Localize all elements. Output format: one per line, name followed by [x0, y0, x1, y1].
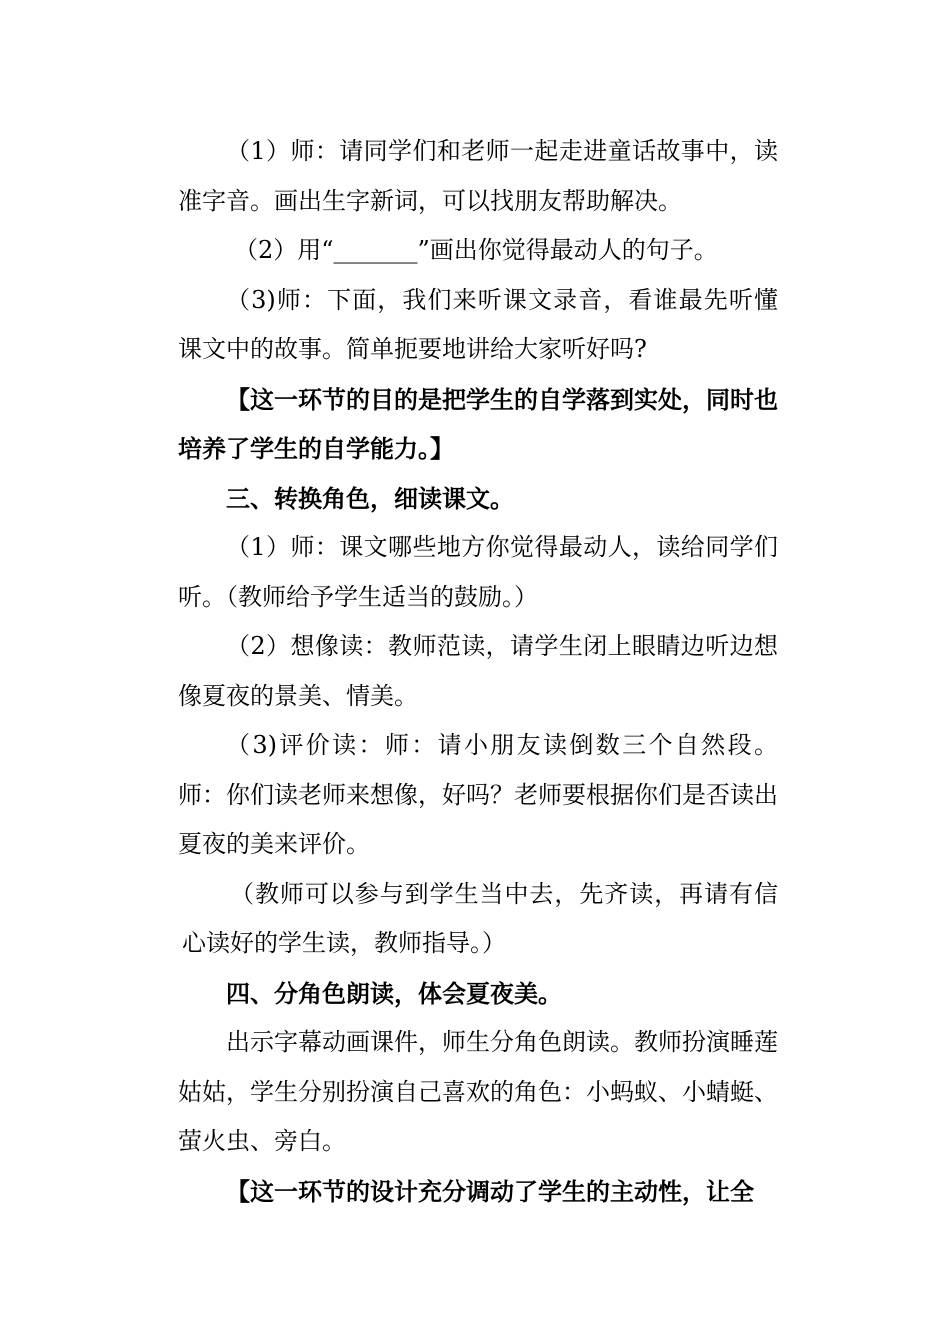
document-body: [178, 127, 778, 1216]
paragraph-note-initiative: 【这一环节的设计充分调动了学生的主动性，让全: [226, 1176, 754, 1206]
paragraph-imagine-reading: （2）想像读：教师范读，请学生闭上眼睛边听边想像夏夜的景美、情美。: [178, 632, 778, 710]
paragraph-teacher-participation: （教师可以参与到学生当中去，先齐读，再请有信心读好的学生读，教师指导。）: [182, 879, 778, 957]
paragraph-read-moving-parts: （1）师：课文哪些地方你觉得最动人，读给同学们听。（教师给予学生适当的鼓励。）: [178, 533, 778, 611]
paragraph-step-2-underline-sentences: （2）用“_______”画出你觉得最动人的句子。: [234, 236, 718, 264]
paragraph-step-3-listen-recording: （3)师：下面，我们来听课文录音，看谁最先听懂课文中的故事。简单扼要地讲给大家听好吗?: [178, 285, 778, 363]
section-heading-3: 三、转换角色，细读课文。: [226, 483, 514, 513]
section-heading-4: 四、分角色朗读，体会夏夜美。: [226, 978, 562, 1008]
paragraph-note-self-study: 【这一环节的目的是把学生的自学落到实处，同时也培养了学生的自学能力。】: [178, 384, 778, 463]
paragraph-role-reading: 出示字幕动画课件，师生分角色朗读。教师扮演睡莲姑姑，学生分别扮演自己喜欢的角色：小蚂蚁、小蜻蜓、萤火虫、旁白。: [178, 1028, 778, 1155]
paragraph-step-1-read-pronunciation: （1）师：请同学们和老师一起走进童话故事中，读准字音。画出生字新词，可以找朋友帮助解决。: [178, 137, 778, 215]
paragraph-evaluate-reading: （3)评价读：师：请小朋友读倒数三个自然段。师：你们读老师来想像，好吗？老师要根据你们是否读出夏夜的美来评价。: [178, 731, 778, 858]
